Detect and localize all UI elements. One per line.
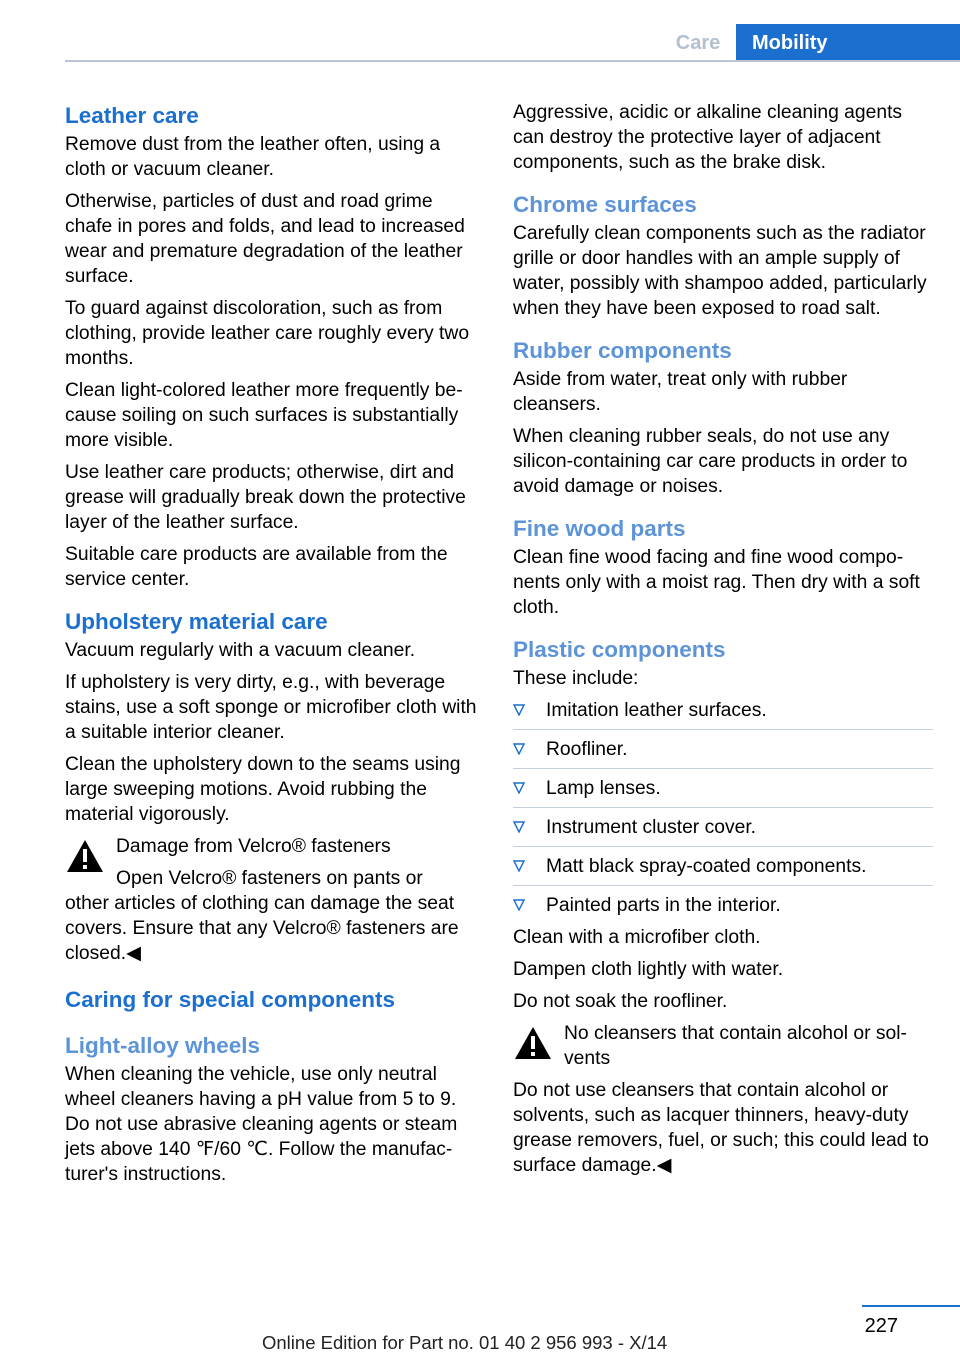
upholstery-paragraph-3: Clean the upholstery down to the seams using large sweeping motions. Avoid rubbing the material vigorously. [65, 754, 461, 825]
triangle-bullet-icon [513, 860, 525, 872]
leather-paragraph-3: To guard against discoloration, such as from clothing, provide leather care roughly every two months. [65, 298, 470, 369]
velcro-warning-title: Damage from Velcro® fasteners [116, 836, 391, 857]
chrome-paragraph: Carefully clean components such as the radiator grille or door handles with an ample supply of water, possibly with shampoo added, particularly when they have been exposed to road salt. [513, 223, 927, 319]
velcro-warning-lead: Open Velcro® fasteners on pants or [116, 868, 423, 889]
plastic-list [513, 698, 933, 918]
right-column [513, 100, 933, 1185]
special-components-heading: Caring for special components [65, 987, 396, 1012]
tab-care[interactable]: Care [675, 31, 721, 54]
leather-care-heading: Leather care [65, 103, 199, 128]
warning-triangle-icon [513, 1025, 553, 1061]
upholstery-heading: Upholstery material care [65, 609, 328, 634]
light-alloy-wheels-heading: Light-alloy wheels [65, 1033, 261, 1058]
plastic-intro: These include: [513, 668, 639, 689]
velcro-warning [65, 834, 483, 966]
velcro-warning-rest: other articles of clothing can damage the seat covers. Ensure that any Velcro® fasteners are closed.◀ [65, 893, 459, 964]
rubber-paragraph-2: When cleaning rubber seals, do not use any silicon-containing car care products in order to avoid damage or noises. [513, 426, 908, 497]
aggressive-agents-paragraph: Aggressive, acidic or alkaline cleaning agents can destroy the protective layer of adjacent components, such as the brake disk. [513, 102, 903, 173]
wood-paragraph: Clean fine wood facing and fine wood components only with a moist rag. Then dry with a soft cloth. [513, 547, 920, 618]
list-item: Imitation leather surfaces. [513, 698, 933, 730]
upholstery-paragraph-1: Vacuum regularly with a vacuum cleaner. [65, 640, 416, 661]
leather-paragraph-1: Remove dust from the leather often, using a cloth or vacuum cleaner. [65, 134, 441, 180]
plastic-paragraph-2: Dampen cloth lightly with water. [513, 959, 784, 980]
leather-paragraph-5: Use leather care products; otherwise, dirt and grease will gradually break down the protective layer of the leather surface. [65, 462, 466, 533]
solvent-warning [513, 1021, 933, 1178]
leather-paragraph-6: Suitable care products are available from the service center. [65, 544, 448, 590]
list-item: Instrument cluster cover. [513, 815, 933, 847]
rubber-heading: Rubber components [513, 338, 732, 363]
triangle-bullet-icon [513, 743, 525, 755]
header-divider [65, 60, 960, 62]
chrome-heading: Chrome surfaces [513, 192, 697, 217]
leather-paragraph-2: Otherwise, particles of dust and road grime chafe in pores and folds, and lead to increased wear and premature degradation of the leather surface. [65, 191, 465, 287]
solvent-warning-body: Do not use cleansers that contain alcohol or solvents, such as lacquer thinners, heavy-duty grease removers, fuel, or such; this could lead to surface damage.◀ [513, 1080, 929, 1176]
page-number: 227 [864, 1315, 898, 1337]
triangle-bullet-icon [513, 821, 525, 833]
plastic-paragraph-1: Clean with a microfiber cloth. [513, 927, 761, 948]
plastic-heading: Plastic components [513, 637, 726, 662]
left-column [65, 100, 483, 1194]
rubber-paragraph-1: Aside from water, treat only with rubber cleansers. [513, 369, 848, 415]
tab-mobility[interactable]: Mobility [736, 24, 960, 62]
leather-paragraph-4: Clean light-colored leather more frequently because soiling on such surfaces is substantially more visible. [65, 380, 463, 451]
wood-heading: Fine wood parts [513, 516, 686, 541]
triangle-bullet-icon [513, 704, 525, 716]
list-item: Painted parts in the interior. [513, 893, 933, 918]
page-header [0, 0, 960, 64]
list-item: Roofliner. [513, 737, 933, 769]
plastic-paragraph-3: Do not soak the roofliner. [513, 991, 728, 1012]
warning-triangle-icon [65, 838, 105, 874]
edition-footer: Online Edition for Part no. 01 40 2 956 993 - X/14 [262, 1332, 668, 1353]
list-item: Lamp lenses. [513, 776, 933, 808]
footer-divider [862, 1305, 960, 1307]
list-item: Matt black spray-coated components. [513, 854, 933, 886]
triangle-bullet-icon [513, 782, 525, 794]
upholstery-paragraph-2: If upholstery is very dirty, e.g., with beverage stains, use a soft sponge or microfiber cloth with a suitable interior cleaner. [65, 672, 477, 743]
solvent-warning-title: No cleansers that contain alcohol or solvents [564, 1023, 907, 1069]
wheels-paragraph: When cleaning the vehicle, use only neutral wheel cleaners having a pH value from 5 to 9. Do not use abrasive cleaning agents or steam jets above 140 ℉/60 ℃. Follow the manufacturer's instructions. [65, 1064, 458, 1185]
velcro-warning-body [65, 866, 483, 966]
triangle-bullet-icon [513, 899, 525, 911]
